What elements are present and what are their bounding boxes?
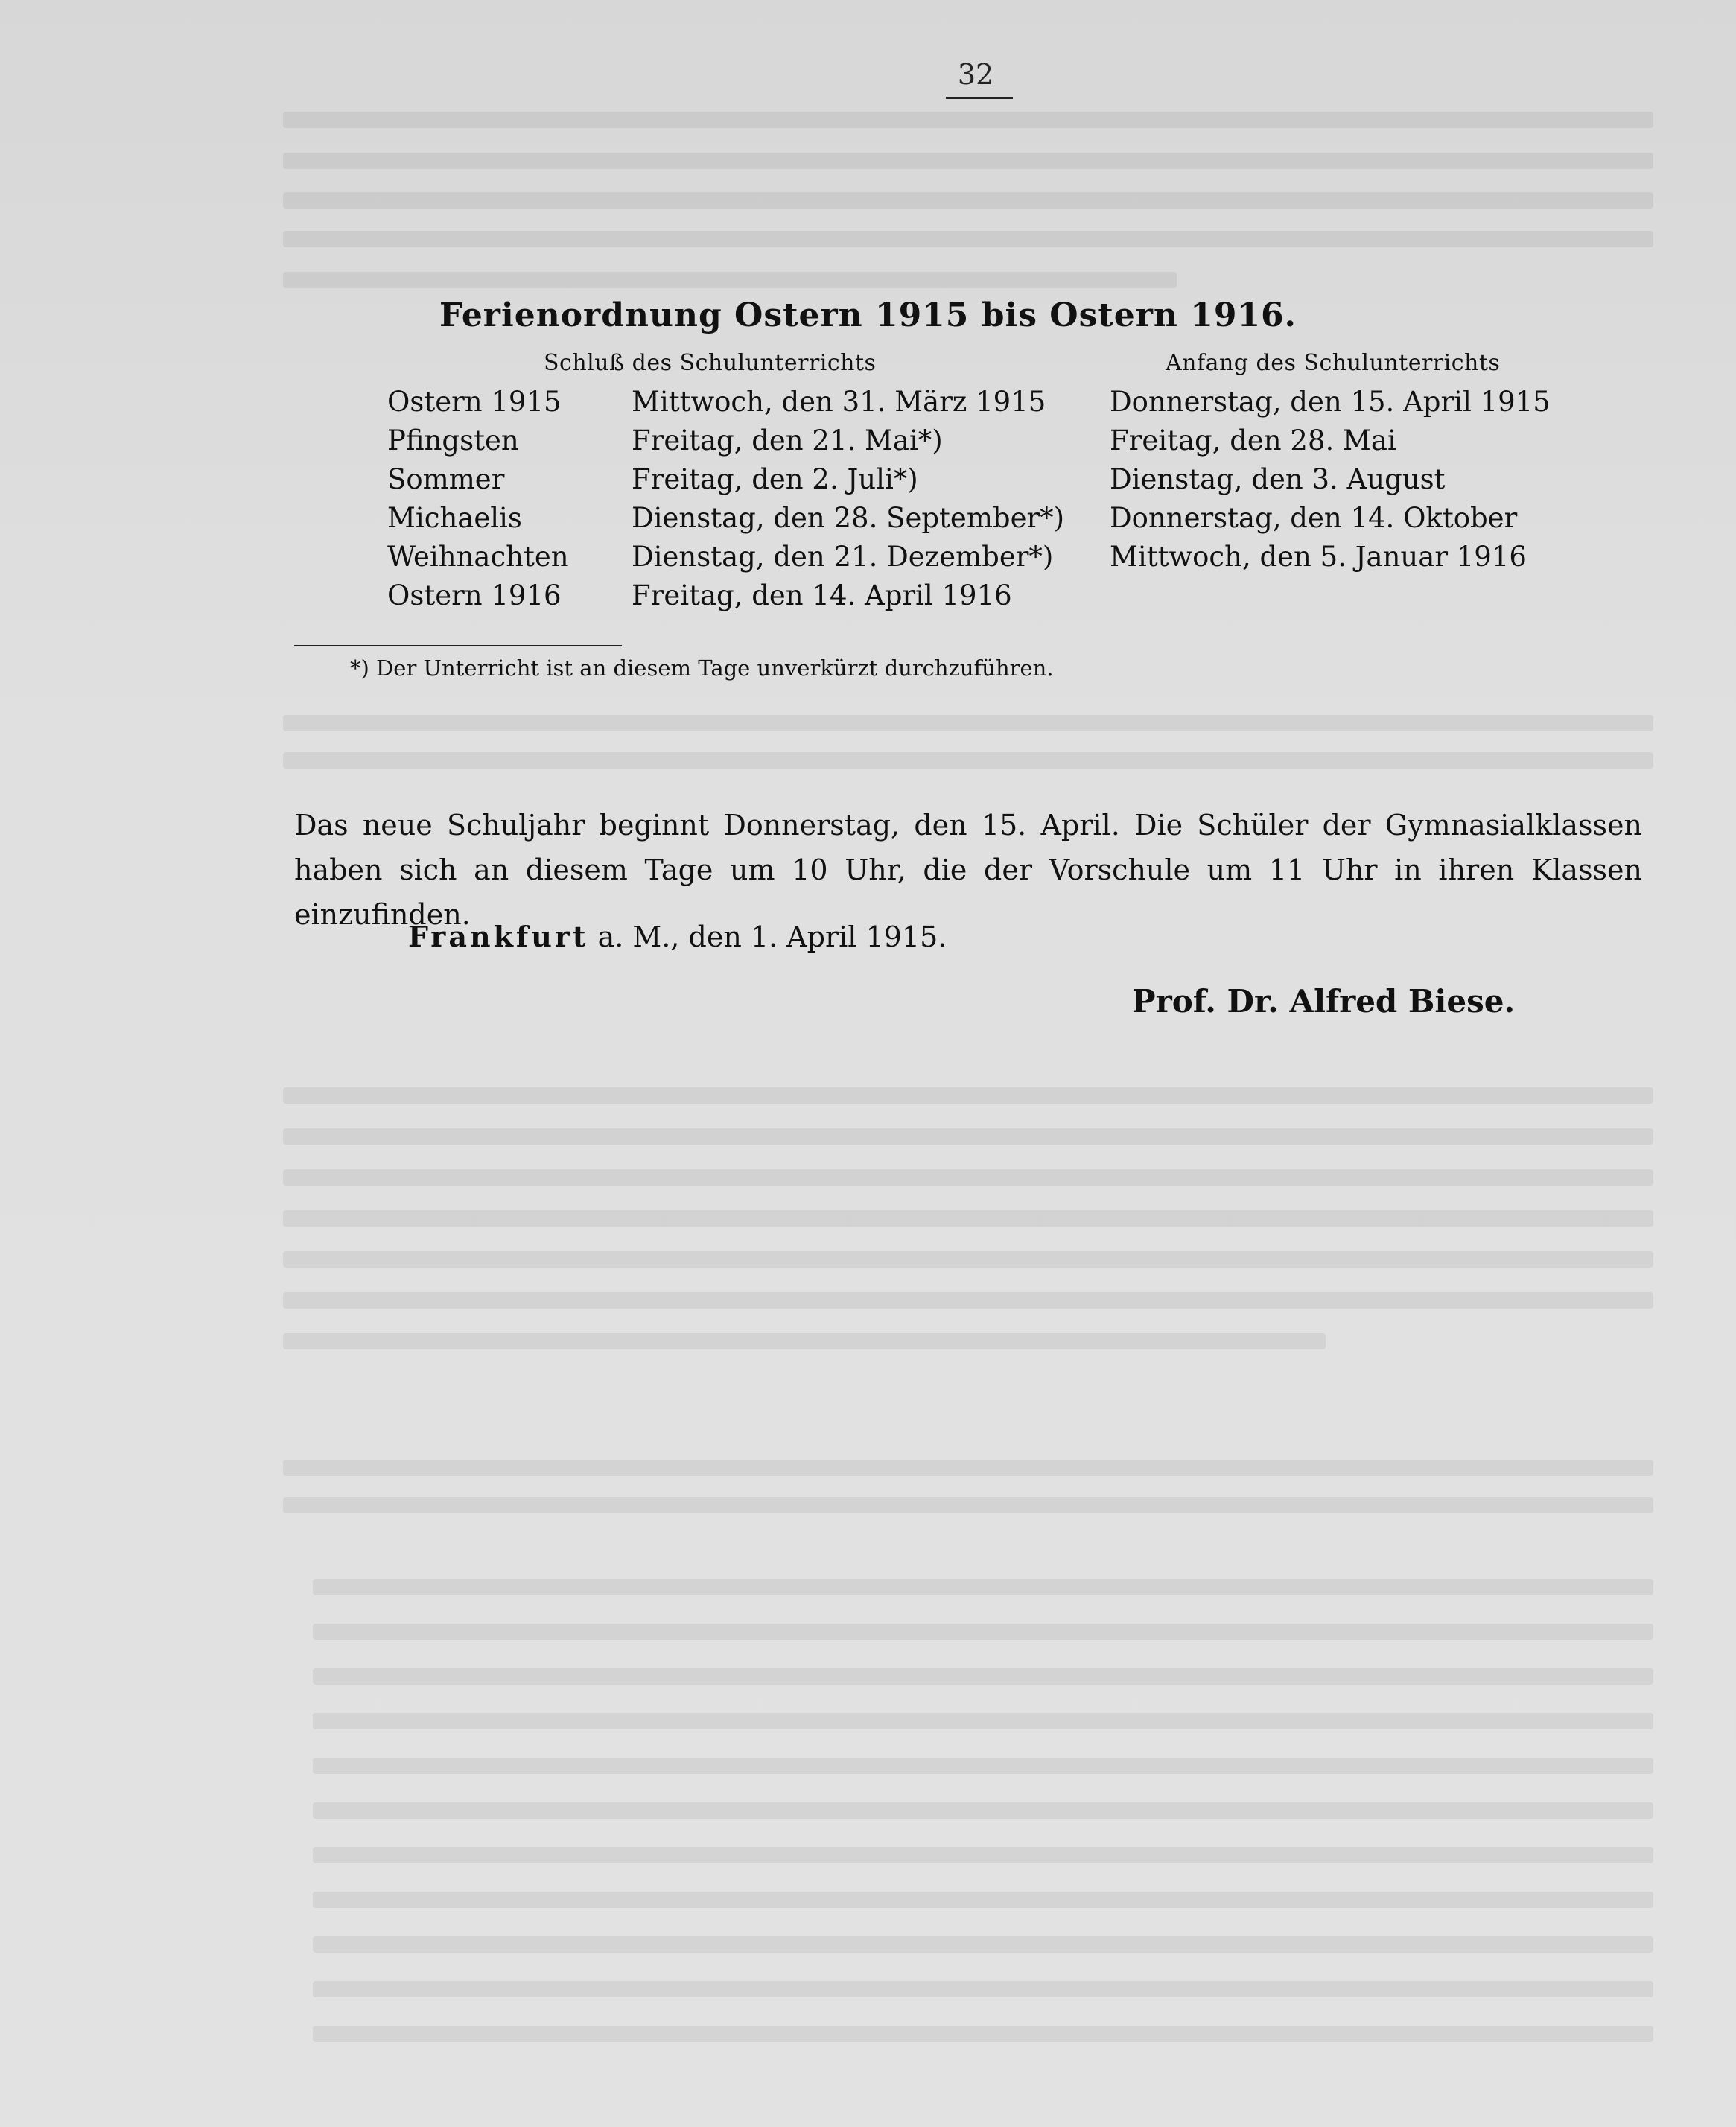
end-date-cell: Dienstag, den 21. Dezember*) bbox=[632, 541, 1054, 573]
season-cell: Pfingsten bbox=[387, 425, 519, 457]
start-date-cell: Donnerstag, den 15. April 1915 bbox=[1110, 386, 1551, 418]
page-number-rule bbox=[946, 97, 1013, 99]
end-date-cell: Mittwoch, den 31. März 1915 bbox=[632, 386, 1046, 418]
season-cell: Michaelis bbox=[387, 502, 522, 534]
end-date-cell: Dienstag, den 28. September*) bbox=[632, 502, 1065, 534]
end-date-cell: Freitag, den 14. April 1916 bbox=[632, 579, 1012, 611]
signature: Prof. Dr. Alfred Biese. bbox=[1132, 983, 1516, 1020]
season-cell: Weihnachten bbox=[387, 541, 569, 573]
footnote-rule bbox=[294, 645, 622, 646]
end-date-cell: Freitag, den 2. Juli*) bbox=[632, 463, 918, 495]
dateline-city: Frankfurt bbox=[408, 920, 589, 953]
schedule-row bbox=[0, 579, 1736, 617]
school-year-notice: Das neue Schuljahr beginnt Donnerstag, den 15. April. Die Schüler der Gymnasialklassen haben sich an diesem Tage um 10 Uhr, die der Vorschule um 11 Uhr in ihren Klassen einzufinden. bbox=[294, 809, 1642, 931]
season-cell: Ostern 1916 bbox=[387, 579, 562, 611]
start-date-cell: Donnerstag, den 14. Oktober bbox=[1110, 502, 1518, 534]
schedule-row bbox=[0, 463, 1736, 500]
start-date-cell: Mittwoch, den 5. Januar 1916 bbox=[1110, 541, 1527, 573]
season-cell: Sommer bbox=[387, 463, 505, 495]
schedule-row bbox=[0, 425, 1736, 462]
page-number: 32 bbox=[957, 58, 994, 91]
schedule-row bbox=[0, 386, 1736, 423]
start-date-cell: Freitag, den 28. Mai bbox=[1110, 425, 1396, 457]
season-cell: Ostern 1915 bbox=[387, 386, 562, 418]
schedule-row bbox=[0, 541, 1736, 578]
page-title: Ferienordnung Ostern 1915 bis Ostern 1916. bbox=[439, 296, 1297, 334]
column-header-end: Schluß des Schulunterrichts bbox=[544, 350, 877, 376]
dateline-date: a. M., den 1. April 1915. bbox=[597, 921, 947, 953]
column-header-start: Anfang des Schulunterrichts bbox=[1166, 350, 1501, 376]
dateline bbox=[408, 920, 947, 953]
end-date-cell: Freitag, den 21. Mai*) bbox=[632, 425, 943, 457]
footnote: *) Der Unterricht ist an diesem Tage unverkürzt durchzuführen. bbox=[350, 655, 1054, 681]
schedule-row bbox=[0, 502, 1736, 539]
start-date-cell: Dienstag, den 3. August bbox=[1110, 463, 1446, 495]
